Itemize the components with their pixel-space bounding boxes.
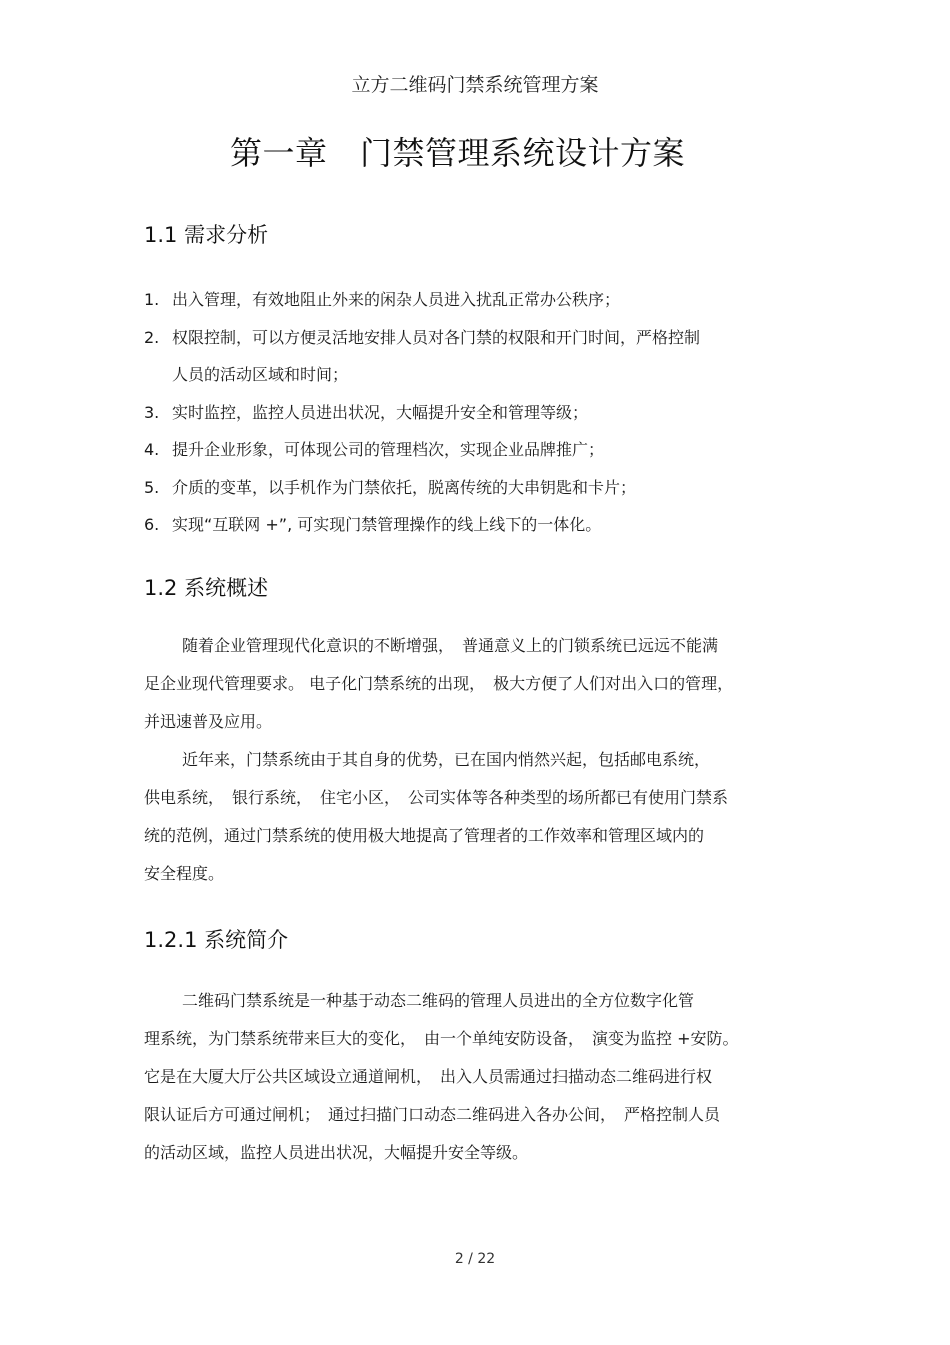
list-number: 2. — [144, 327, 160, 347]
list-item — [144, 394, 804, 432]
list-number: 3. — [144, 402, 160, 422]
requirements-list — [144, 281, 804, 544]
list-item — [144, 281, 804, 319]
paragraph-system-intro: 二维码门禁系统是一种基于动态二维码的管理人员进出的全方位数字化管 理系统，为门禁系统带来巨大的变化， 由一个单纯安防设备， 演变为监控 +安防。 它是在大厦大厅公共区域设立通道闸机， 出入人员需通过扫描动态二维码进行权 限认证后方可通过闸机； 通过扫描门口动态二维码进入各办公间， 严格控制人员 的活动区域，监控人员进出状况，大幅提升安全等级。 — [144, 991, 739, 1162]
section-heading-1-2-1: 1.2.1 系统简介 — [144, 928, 289, 952]
list-item — [144, 469, 804, 507]
list-text: 权限控制，可以方便灵活地安排人员对各门禁的权限和开门时间，严格控制 人员的活动区域和时间； — [172, 327, 701, 384]
list-number: 5. — [144, 477, 160, 497]
list-item — [144, 506, 804, 544]
list-item — [144, 319, 804, 394]
list-number: 6. — [144, 515, 160, 534]
list-text: 出入管理，有效地阻止外来的闲杂人员进入扰乱正常办公秩序； — [172, 290, 621, 309]
page-number: 2 / 22 — [454, 1251, 496, 1267]
list-text: 实现“互联网 +”, 可实现门禁管理操作的线上线下的一体化。 — [172, 515, 602, 534]
section-heading-1-1: 1.1 需求分析 — [144, 223, 269, 247]
list-number: 4. — [144, 440, 160, 459]
chapter-title: 第一章 门禁管理系统设计方案 — [229, 134, 685, 172]
list-text: 提升企业形象，可体现公司的管理档次，实现企业品牌推广； — [172, 440, 605, 459]
paragraph-overview-1: 随着企业管理现代化意识的不断增强， 普通意义上的门锁系统已远远不能满 足企业现代管理要求。 电子化门禁系统的出现， 极大方便了人们对出入口的管理， 并迅速普及应用。 — [144, 636, 734, 731]
section-heading-1-2: 1.2 系统概述 — [144, 576, 269, 600]
running-header: 立方二维码门禁系统管理方案 — [351, 74, 599, 96]
paragraph-overview-2: 近年来，门禁系统由于其自身的优势，已在国内悄然兴起，包括邮电系统， 供电系统， 银行系统， 住宅小区， 公司实体等各种类型的场所都已有使用门禁系 统的范例，通过门禁系统的使用极大地提高了管理者的工作效率和管理区域内的 安全程度。 — [144, 750, 729, 883]
list-text: 介质的变革，以手机作为门禁依托，脱离传统的大串钥匙和卡片； — [172, 477, 637, 497]
list-number: 1. — [144, 290, 160, 309]
list-text: 实时监控，监控人员进出状况，大幅提升安全和管理等级； — [172, 402, 589, 422]
list-item — [144, 431, 804, 469]
